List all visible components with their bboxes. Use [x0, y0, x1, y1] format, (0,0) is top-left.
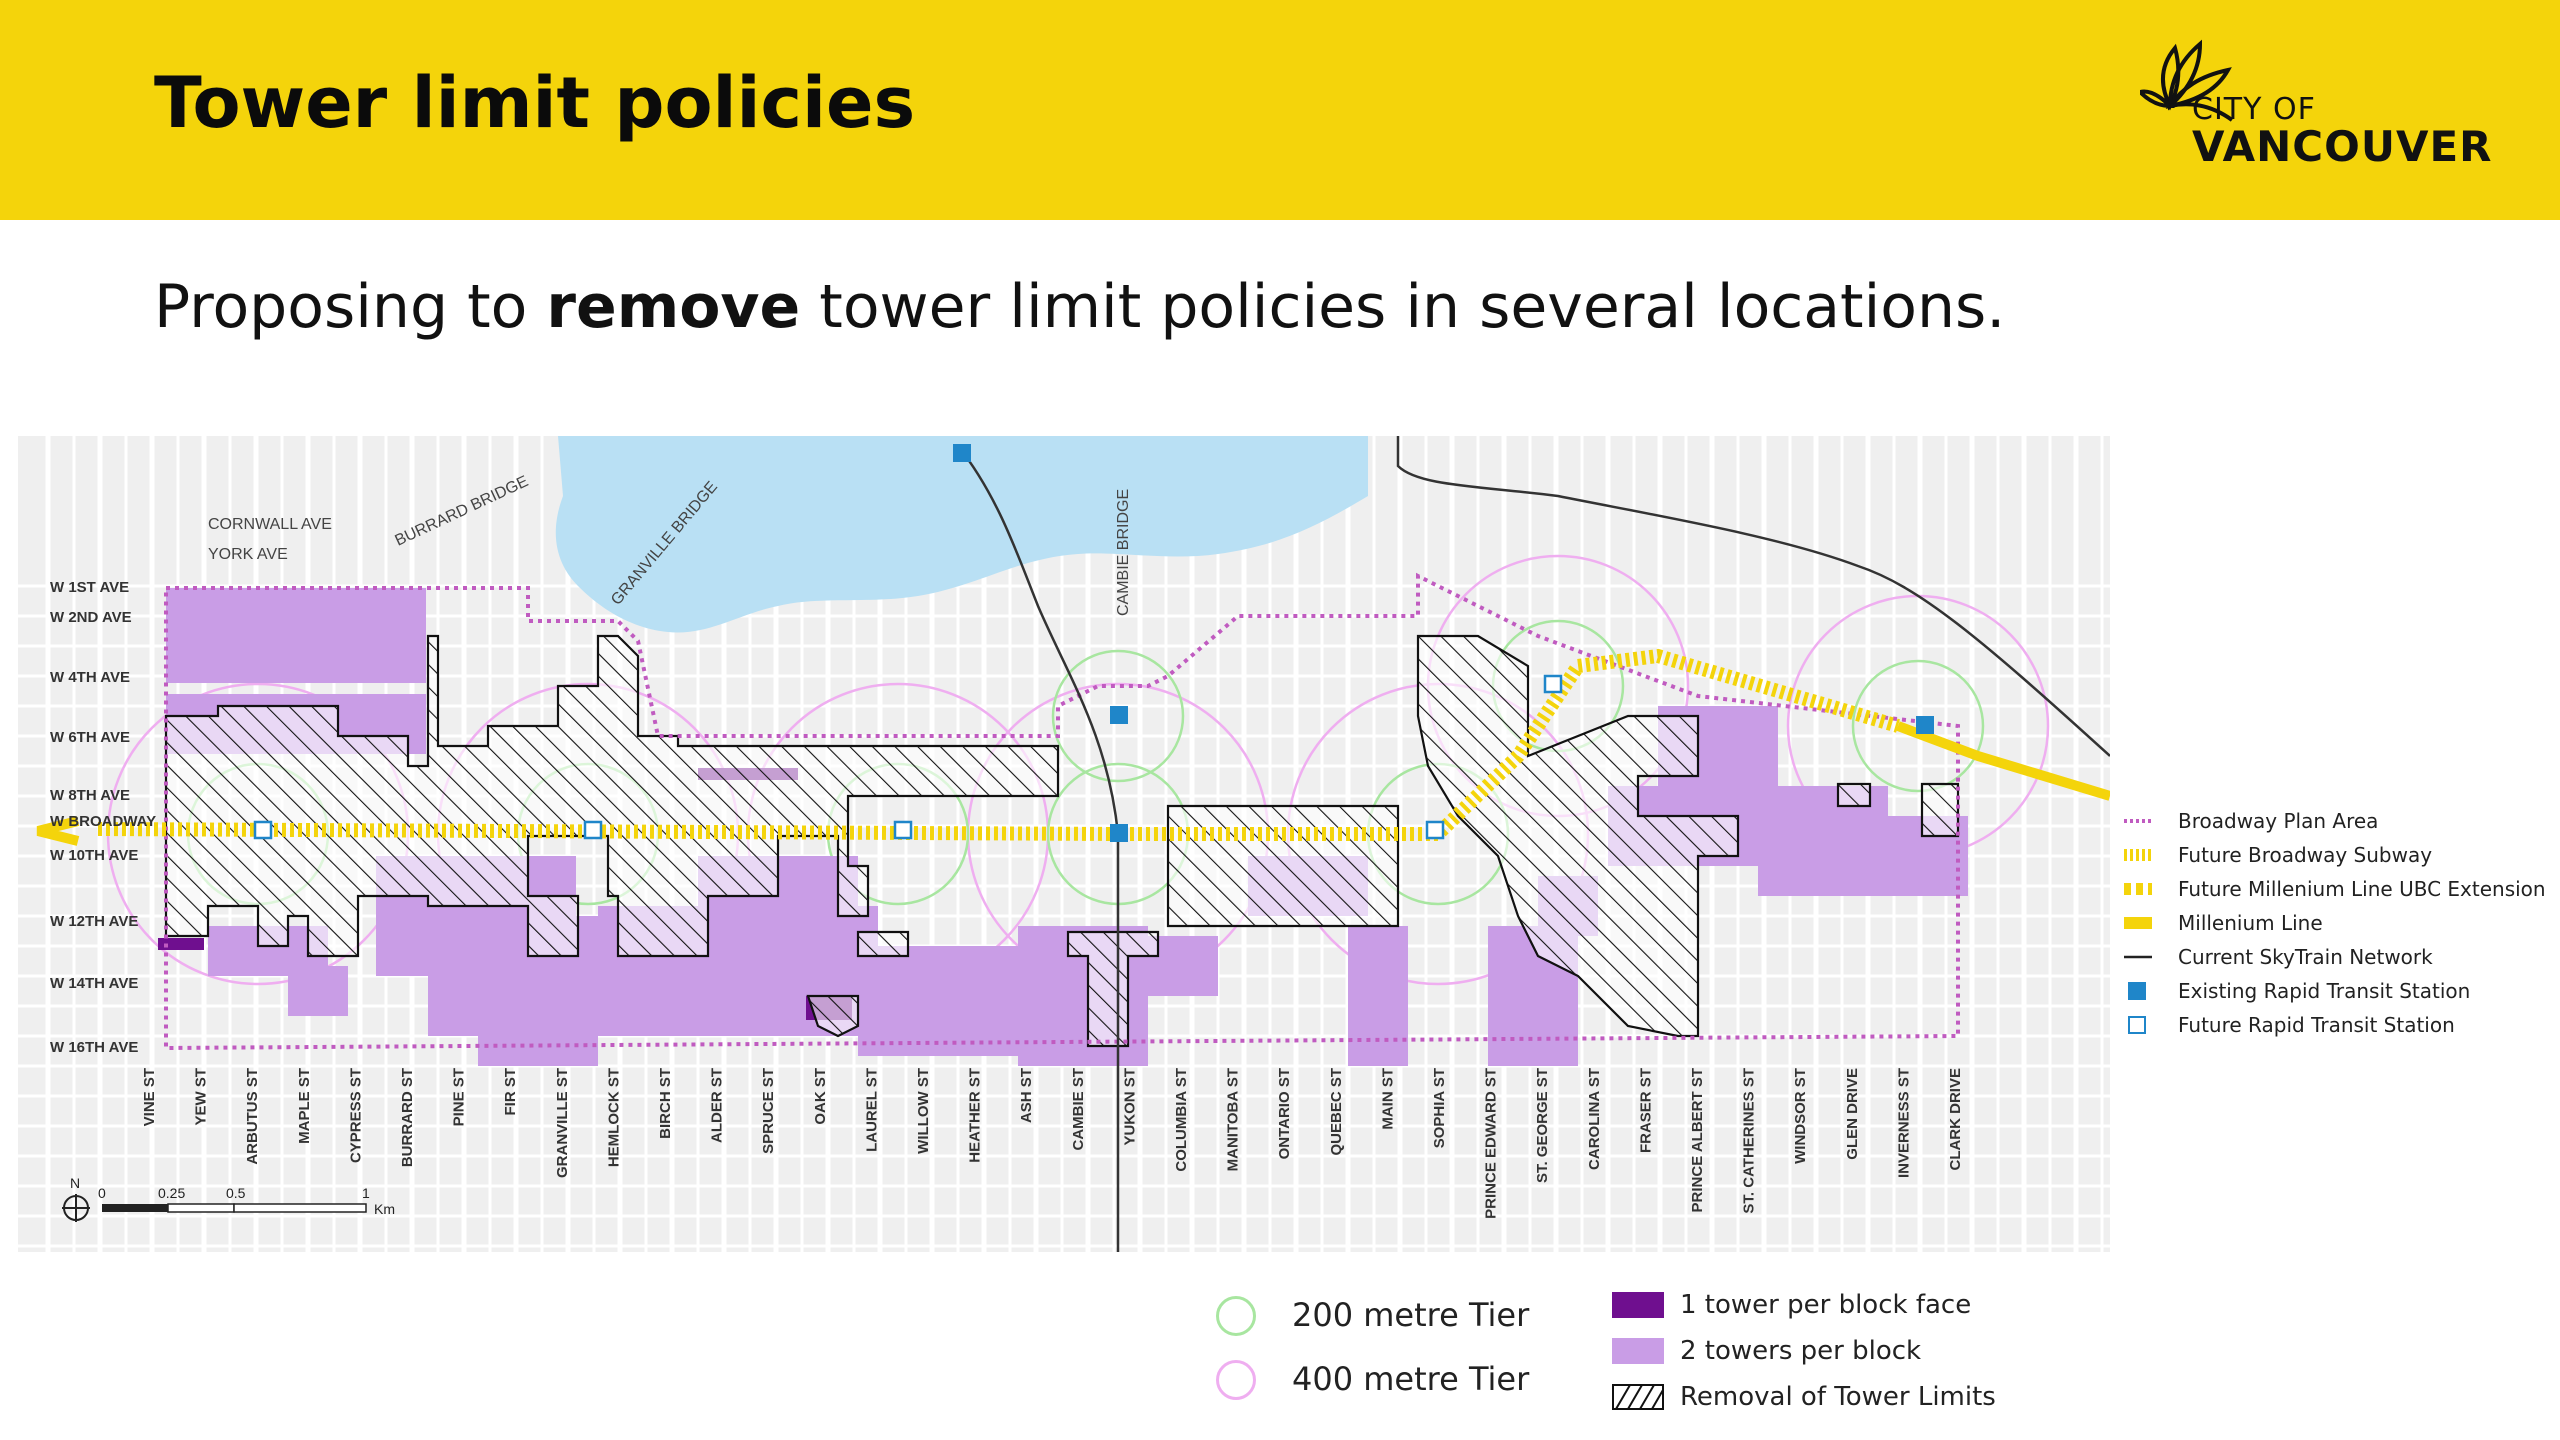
- logo-text-city-of: CITY OF: [2192, 92, 2316, 127]
- street-label: GLEN DRIVE: [1843, 1068, 1861, 1160]
- legend-bottom: [1210, 1280, 2010, 1430]
- legend-removal-label: Removal of Tower Limits: [1680, 1382, 1996, 1412]
- avenue-label: W 6TH AVE: [50, 729, 131, 746]
- avenue-label: W 8TH AVE: [50, 787, 131, 804]
- avenue-label: W BROADWAY: [50, 813, 157, 830]
- filled-station-icon: [2124, 981, 2152, 1001]
- street-label: COLUMBIA ST: [1173, 1068, 1190, 1172]
- scale-tick-1: 1: [362, 1185, 370, 1201]
- label-granville-bridge: GRANVILLE BRIDGE: [608, 478, 722, 609]
- street-label: PRINCE EDWARD ST: [1482, 1068, 1500, 1219]
- street-label: SOPHIA ST: [1431, 1068, 1448, 1149]
- street-label: BIRCH ST: [657, 1068, 674, 1139]
- legend-existing-station-label: Existing Rapid Transit Station: [2178, 979, 2471, 1003]
- subtitle-post: tower limit policies in several locations.: [800, 272, 2006, 342]
- legend-existing-station: [2124, 975, 2560, 1007]
- dotted-line-icon: [2124, 811, 2152, 831]
- street-label: YEW ST: [192, 1068, 210, 1126]
- avenue-label: W 2ND AVE: [50, 609, 132, 626]
- tower-limits-map: [18, 436, 2110, 1252]
- tier-400-circle-icon: [1216, 1360, 1256, 1400]
- street-label: MAIN ST: [1379, 1068, 1397, 1130]
- hatched-yellow-line-icon: [2124, 845, 2152, 865]
- street-label: WILLOW ST: [915, 1068, 932, 1154]
- logo-text-vancouver: VANCOUVER: [2192, 122, 2493, 171]
- avenue-label: W 14TH AVE: [50, 975, 139, 992]
- street-label: ARBUTUS ST: [244, 1068, 262, 1165]
- avenue-label: W 1ST AVE: [50, 579, 130, 596]
- street-label: PRINCE ALBERT ST: [1689, 1068, 1706, 1213]
- legend-two-towers-label: 2 towers per block: [1680, 1336, 1922, 1366]
- street-label: ONTARIO ST: [1276, 1068, 1294, 1160]
- header-bar: [0, 0, 2560, 220]
- north-arrow-label: N: [70, 1175, 81, 1191]
- street-label: YUKON ST: [1121, 1068, 1139, 1146]
- removal-hatch-swatch-icon: [1612, 1384, 1664, 1410]
- tier-200-circle-icon: [1216, 1296, 1256, 1336]
- street-label: MAPLE ST: [295, 1068, 313, 1144]
- city-logo: [2140, 36, 2493, 176]
- street-label: ASH ST: [1018, 1068, 1036, 1124]
- label-york: YORK AVE: [208, 546, 288, 563]
- avenue-label: W 4TH AVE: [50, 669, 131, 686]
- legend-millennium-line: [2124, 907, 2560, 939]
- street-label: CLARK DRIVE: [1947, 1068, 1964, 1171]
- street-label: MANITOBA ST: [1224, 1068, 1242, 1172]
- legend-skytrain: [2124, 941, 2560, 973]
- label-cornwall: CORNWALL AVE: [208, 516, 332, 533]
- street-label: INVERNESS ST: [1895, 1068, 1913, 1179]
- legend-future-station-label: Future Rapid Transit Station: [2178, 1013, 2455, 1037]
- subtitle-bold: remove: [546, 272, 801, 342]
- legend-future-subway: [2124, 839, 2560, 871]
- scale-tick-0: 0: [98, 1185, 106, 1201]
- subtitle: [154, 272, 2005, 342]
- street-label: ST. CATHERINES ST: [1740, 1068, 1758, 1214]
- legend-ubc-extension-label: Future Millenium Line UBC Extension: [2178, 877, 2546, 901]
- street-label: HEMLOCK ST: [605, 1068, 623, 1168]
- scale-tick-05: 0.5: [226, 1185, 246, 1201]
- legend-future-station: [2124, 1009, 2560, 1041]
- outline-station-icon: [2124, 1015, 2152, 1035]
- legend-one-tower-label: 1 tower per block face: [1680, 1290, 1972, 1320]
- street-label: ALDER ST: [708, 1068, 726, 1143]
- legend-millennium-line-label: Millenium Line: [2178, 911, 2323, 935]
- one-tower-swatch-icon: [1612, 1292, 1664, 1318]
- street-label: FRASER ST: [1637, 1068, 1655, 1154]
- dashed-yellow-line-icon: [2124, 879, 2152, 899]
- legend-tier200-label: 200 metre Tier: [1292, 1296, 1530, 1334]
- two-towers-swatch-icon: [1612, 1338, 1664, 1364]
- label-cambie-bridge: CAMBIE BRIDGE: [1115, 488, 1132, 616]
- street-label: CYPRESS ST: [347, 1068, 365, 1164]
- black-line-icon: [2124, 947, 2152, 967]
- street-label: PINE ST: [450, 1068, 468, 1127]
- street-label: CAMBIE ST: [1069, 1068, 1087, 1151]
- avenue-label: W 12TH AVE: [50, 913, 139, 930]
- street-label: VINE ST: [141, 1068, 158, 1127]
- legend-ubc-extension: [2124, 873, 2560, 905]
- street-label: CAROLINA ST: [1585, 1068, 1603, 1170]
- street-label: OAK ST: [811, 1068, 829, 1125]
- street-label: HEATHER ST: [966, 1068, 984, 1163]
- legend-plan-area-label: Broadway Plan Area: [2178, 809, 2379, 833]
- label-burrard-bridge: BURRARD BRIDGE: [392, 472, 532, 550]
- avenue-label: W 16TH AVE: [50, 1039, 139, 1056]
- scale-unit: Km: [374, 1201, 395, 1217]
- street-label: WINDSOR ST: [1792, 1068, 1810, 1164]
- legend-future-subway-label: Future Broadway Subway: [2178, 843, 2433, 867]
- legend-plan-area: [2124, 805, 2560, 837]
- scale-tick-025: 0.25: [158, 1185, 186, 1201]
- street-label: ST. GEORGE ST: [1534, 1068, 1552, 1184]
- street-label: BURRARD ST: [399, 1068, 416, 1168]
- subtitle-pre: Proposing to: [154, 272, 547, 342]
- page-title: Tower limit policies: [154, 62, 916, 144]
- street-label: GRANVILLE ST: [553, 1068, 571, 1179]
- street-label: QUEBEC ST: [1327, 1068, 1345, 1156]
- street-label: FIR ST: [502, 1068, 520, 1116]
- street-label: LAUREL ST: [863, 1068, 881, 1152]
- legend-skytrain-label: Current SkyTrain Network: [2178, 945, 2433, 969]
- street-label: SPRUCE ST: [760, 1068, 778, 1154]
- yellow-line-icon: [2124, 913, 2152, 933]
- avenue-label: W 10TH AVE: [50, 847, 139, 864]
- legend-tier400-label: 400 metre Tier: [1292, 1360, 1530, 1398]
